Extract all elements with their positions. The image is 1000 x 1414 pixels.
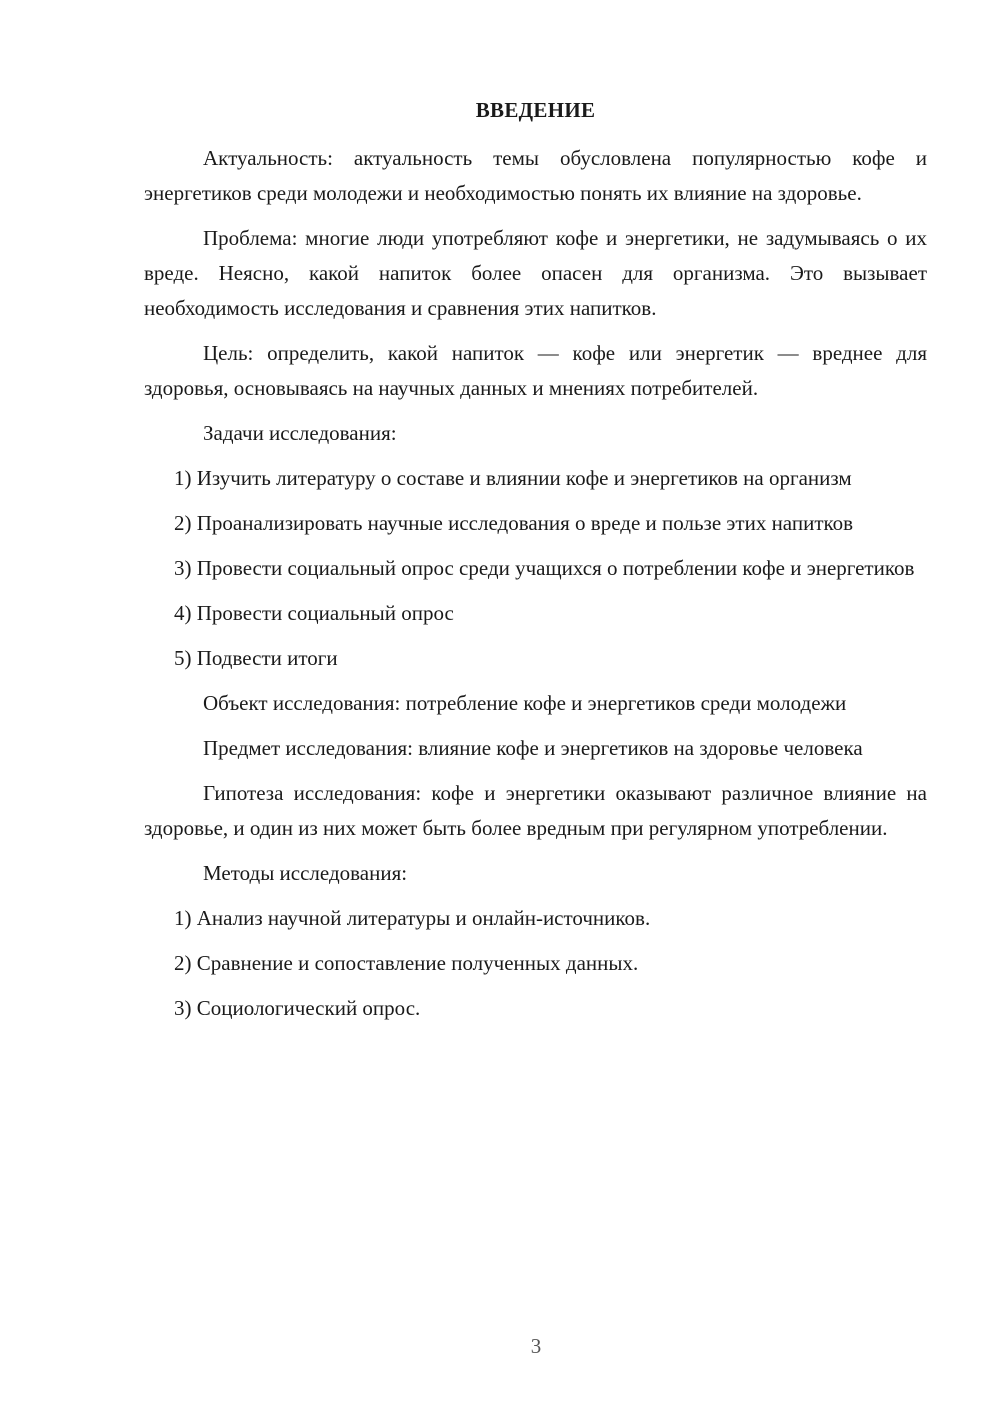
relevance-paragraph: Актуальность: актуальность темы обусловлена популярностью кофе и энергетиков среди молодежи и необходимостью понять их влияние на здоровье. bbox=[144, 146, 927, 205]
page-content bbox=[144, 95, 927, 1036]
goal-paragraph: Цель: определить, какой напиток — кофе или энергетик — вреднее для здоровья, основываясь на научных данных и мнениях потребителей. bbox=[144, 341, 927, 400]
problem-paragraph: Проблема: многие люди употребляют кофе и энергетики, не задумываясь о их вреде. Неясно, какой напиток более опасен для организма. Это вызывает необходимость исследования и сравнения этих напитков. bbox=[144, 226, 927, 320]
task-item-4: 4) Провести социальный опрос bbox=[174, 601, 454, 625]
tasks-heading: Задачи исследования: bbox=[203, 421, 397, 445]
method-item-3: 3) Социологический опрос. bbox=[174, 996, 421, 1020]
task-item-3: 3) Провести социальный опрос среди учащихся о потреблении кофе и энергетиков bbox=[174, 556, 915, 580]
task-item-5: 5) Подвести итоги bbox=[174, 646, 338, 670]
method-item-2: 2) Сравнение и сопоставление полученных данных. bbox=[174, 951, 639, 975]
task-item-2: 2) Проанализировать научные исследования о вреде и пользе этих напитков bbox=[174, 511, 854, 535]
object-paragraph: Объект исследования: потребление кофе и энергетиков среди молодежи bbox=[203, 691, 847, 715]
subject-paragraph: Предмет исследования: влияние кофе и энергетиков на здоровье человека bbox=[203, 736, 863, 760]
page-title: ВВЕДЕНИЕ bbox=[475, 98, 596, 122]
methods-heading: Методы исследования: bbox=[203, 861, 408, 885]
task-item-1: 1) Изучить литературу о составе и влиянии кофе и энергетиков на организм bbox=[174, 466, 852, 490]
method-item-1: 1) Анализ научной литературы и онлайн-источников. bbox=[174, 906, 651, 930]
page-number: 3 bbox=[530, 1334, 542, 1358]
hypothesis-paragraph: Гипотеза исследования: кофе и энергетики оказывают различное влияние на здоровье, и один из них может быть более вредным при регулярном употреблении. bbox=[144, 781, 927, 840]
